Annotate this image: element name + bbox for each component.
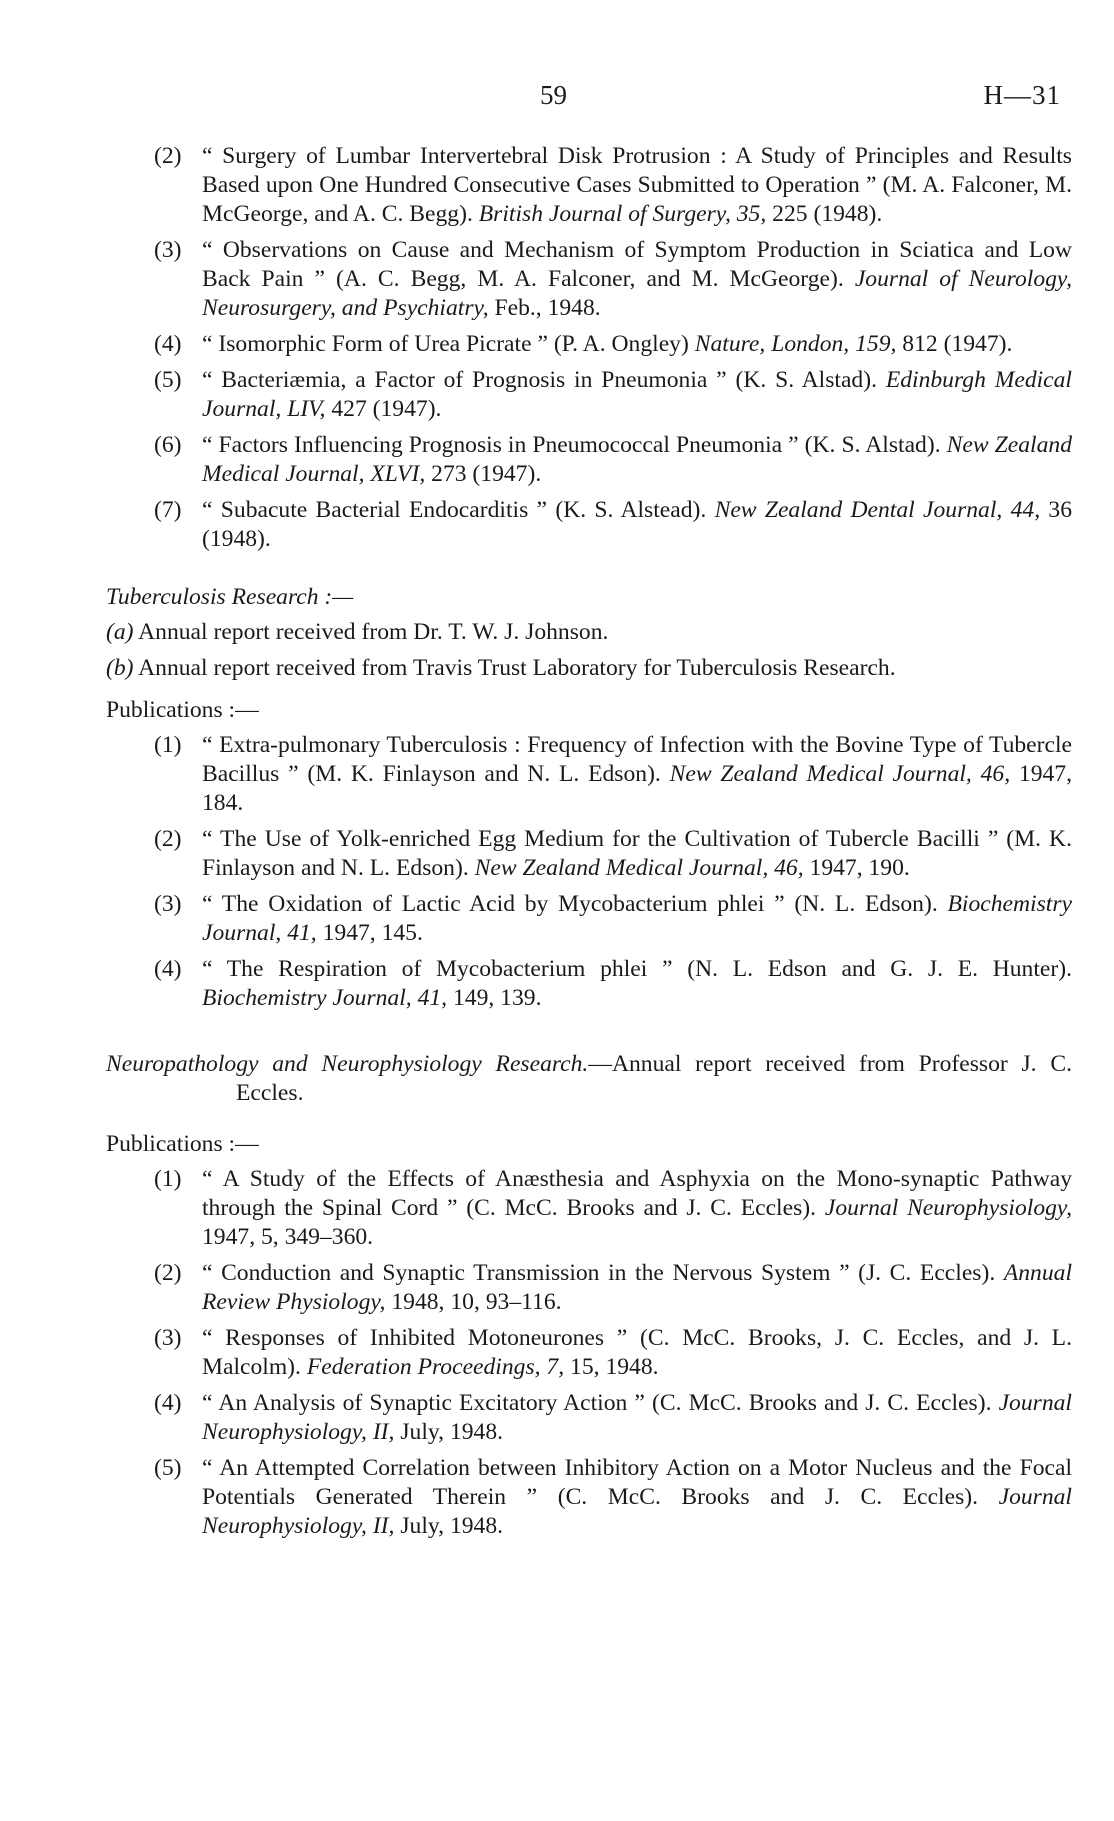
item-text: [202, 330, 1072, 359]
item-text: [202, 890, 1072, 948]
item-citation: 427 (1947).: [331, 396, 442, 422]
item-text: [202, 1259, 1072, 1317]
item-journal: British Journal of Surgery, 35,: [478, 201, 767, 227]
item-title: “ Subacute Bacterial Endocarditis ” (K. S. Alstead).: [202, 497, 707, 523]
item-number: (4): [154, 1390, 182, 1416]
item-text: [202, 1324, 1072, 1382]
item-citation: 1947, 5, 349–360.: [202, 1224, 374, 1250]
item-title: “ Factors Influencing Prognosis in Pneumococcal Pneumonia ” (K. S. Alstad).: [202, 432, 941, 458]
publication-item: [106, 1259, 1072, 1317]
item-citation: 15, 1948.: [570, 1354, 659, 1380]
report-text: Annual report received from Travis Trust Laboratory for Tuberculosis Research.: [138, 655, 896, 681]
item-text: [202, 1454, 1072, 1541]
report-label: (a): [106, 619, 134, 645]
item-text: [202, 1165, 1072, 1252]
item-journal: New Zealand Medical Journal, XLVI,: [202, 432, 1072, 487]
item-text: [202, 496, 1072, 554]
item-text: [202, 955, 1072, 1013]
page-content: [106, 142, 1072, 1548]
publication-list-research: [106, 142, 1072, 554]
item-title: “ An Analysis of Synaptic Excitatory Action ” (C. McC. Brooks and J. C. Eccles).: [202, 1390, 992, 1416]
publication-item: [106, 236, 1072, 323]
tuberculosis-report-a: [106, 618, 1072, 647]
item-journal: New Zealand Medical Journal, 46,: [669, 761, 1011, 787]
page-code: H—31: [983, 80, 1061, 110]
item-title: “ A Study of the Effects of Anæsthesia and Asphyxia on the Mono-synaptic Pathway through the Spinal Cord ” (C. McC. Brooks and J. C. Eccles).: [202, 1166, 1072, 1221]
publication-item: [106, 955, 1072, 1013]
item-number: (6): [154, 432, 182, 458]
publication-item: [106, 1454, 1072, 1541]
publication-item: [106, 731, 1072, 818]
neuro-research-paragraph: [106, 1050, 1072, 1108]
item-title: “ The Use of Yolk-enriched Egg Medium for the Cultivation of Tubercle Bacilli ” (M. K. Finlayson and N. L. Edson).: [202, 826, 1072, 881]
item-text: [202, 825, 1072, 883]
item-citation: July, 1948.: [400, 1419, 504, 1445]
report-label: (b): [106, 655, 134, 681]
publication-item: [106, 1389, 1072, 1447]
item-journal: Annual Review Physiology,: [202, 1260, 1072, 1315]
item-journal: Journal Neurophysiology, II,: [202, 1484, 1072, 1539]
tuberculosis-report-b: [106, 654, 1072, 683]
item-text: [202, 731, 1072, 818]
item-journal: Biochemistry Journal, 41,: [202, 891, 1073, 946]
publication-item: [106, 330, 1072, 359]
item-number: (2): [154, 143, 182, 169]
item-number: (4): [154, 956, 182, 982]
publication-item: [106, 142, 1072, 229]
item-journal: Edinburgh Medical Journal, LIV,: [202, 367, 1072, 422]
item-journal: Journal of Neurology, Neurosurgery, and Psychiatry,: [202, 266, 1073, 321]
item-title: “ The Oxidation of Lactic Acid by Mycobacterium phlei ” (N. L. Edson).: [202, 891, 938, 917]
item-citation: 1948, 10, 93–116.: [391, 1289, 562, 1315]
item-number: (2): [154, 1260, 182, 1286]
item-number: (5): [154, 367, 182, 393]
item-text: [202, 366, 1072, 424]
item-title: “ Isomorphic Form of Urea Picrate ” (P. A. Ongley): [202, 331, 689, 357]
item-number: (3): [154, 891, 182, 917]
item-text: [202, 1389, 1072, 1447]
item-number: (5): [154, 1455, 182, 1481]
publication-item: [106, 431, 1072, 489]
item-number: (1): [154, 732, 182, 758]
publication-item: [106, 1324, 1072, 1382]
publication-list-tuberculosis: [106, 731, 1072, 1013]
item-citation: 812 (1947).: [902, 331, 1013, 357]
publication-item: [106, 366, 1072, 424]
item-title: “ Conduction and Synaptic Transmission in the Nervous System ” (J. C. Eccles).: [202, 1260, 996, 1286]
publication-list-neuro: [106, 1165, 1072, 1541]
item-journal: Nature, London, 159,: [694, 331, 897, 357]
item-title: “ The Respiration of Mycobacterium phlei ” (N. L. Edson and G. J. E. Hunter).: [202, 956, 1072, 982]
item-journal: Biochemistry Journal, 41,: [202, 985, 448, 1011]
item-citation: Feb., 1948.: [494, 295, 601, 321]
item-title: “ Bacteriæmia, a Factor of Prognosis in Pneumonia ” (K. S. Alstad).: [202, 367, 877, 393]
neuro-heading: Neuropathology and Neurophysiology Research.: [106, 1051, 589, 1077]
item-citation: 149, 139.: [452, 985, 542, 1011]
item-number: (4): [154, 331, 182, 357]
item-number: (7): [154, 497, 182, 523]
page-number: 59: [540, 80, 567, 110]
item-number: (3): [154, 237, 182, 263]
item-journal: Journal Neurophysiology, II,: [202, 1390, 1072, 1445]
item-citation: 225 (1948).: [772, 201, 883, 227]
item-text: [202, 142, 1072, 229]
item-citation: 1947, 145.: [322, 920, 423, 946]
publication-item: [106, 890, 1072, 948]
item-number: (2): [154, 826, 182, 852]
item-title: “ Extra-pulmonary Tuberculosis : Frequency of Infection with the Bovine Type of Tubercle Bacillus ” (M. K. Finlayson and N. L. Edson).: [202, 732, 1072, 787]
publication-item: [106, 825, 1072, 883]
item-text: [202, 431, 1072, 489]
item-journal: New Zealand Dental Journal, 44,: [714, 497, 1041, 523]
item-citation: 273 (1947).: [431, 461, 542, 487]
item-journal: Federation Proceedings, 7,: [306, 1354, 565, 1380]
item-title: “ An Attempted Correlation between Inhibitory Action on a Motor Nucleus and the Focal Potentials Generated Therein ” (C. McC. Brooks and J. C. Eccles).: [202, 1455, 1072, 1510]
item-journal: Journal Neurophysiology,: [824, 1195, 1072, 1221]
tuberculosis-publications-heading: Publications :—: [106, 697, 259, 723]
item-title: “ Surgery of Lumbar Intervertebral Disk Protrusion : A Study of Principles and Results Based upon One Hundred Consecutive Cases Submitted to Operation ” (M. A. Falconer, M. McGeorge, and A. C. Begg).: [202, 143, 1072, 227]
report-text: Annual report received from Dr. T. W. J. Johnson.: [138, 619, 609, 645]
publication-item: [106, 496, 1072, 554]
item-text: [202, 236, 1072, 323]
item-number: (3): [154, 1325, 182, 1351]
item-title: “ Observations on Cause and Mechanism of Symptom Production in Sciatica and Low Back Pain ” (A. C. Begg, M. A. Falconer, and M. McGeorge).: [202, 237, 1072, 292]
neuro-heading-tail: —Annual report received from Professor J. C. Eccles.: [236, 1051, 1072, 1106]
item-citation: 36 (1948).: [202, 497, 1072, 552]
item-journal: New Zealand Medical Journal, 46,: [474, 855, 804, 881]
item-title: “ Responses of Inhibited Motoneurones ” (C. McC. Brooks, J. C. Eccles, and J. L. Malcolm).: [202, 1325, 1072, 1380]
tuberculosis-heading: Tuberculosis Research :—: [106, 584, 354, 610]
neuro-publications-heading: Publications :—: [106, 1131, 259, 1157]
item-citation: July, 1948.: [400, 1513, 504, 1539]
item-citation: 1947, 190.: [809, 855, 910, 881]
item-number: (1): [154, 1166, 182, 1192]
page-header: [0, 80, 1114, 112]
publication-item: [106, 1165, 1072, 1252]
item-citation: 1947, 184.: [202, 761, 1072, 816]
